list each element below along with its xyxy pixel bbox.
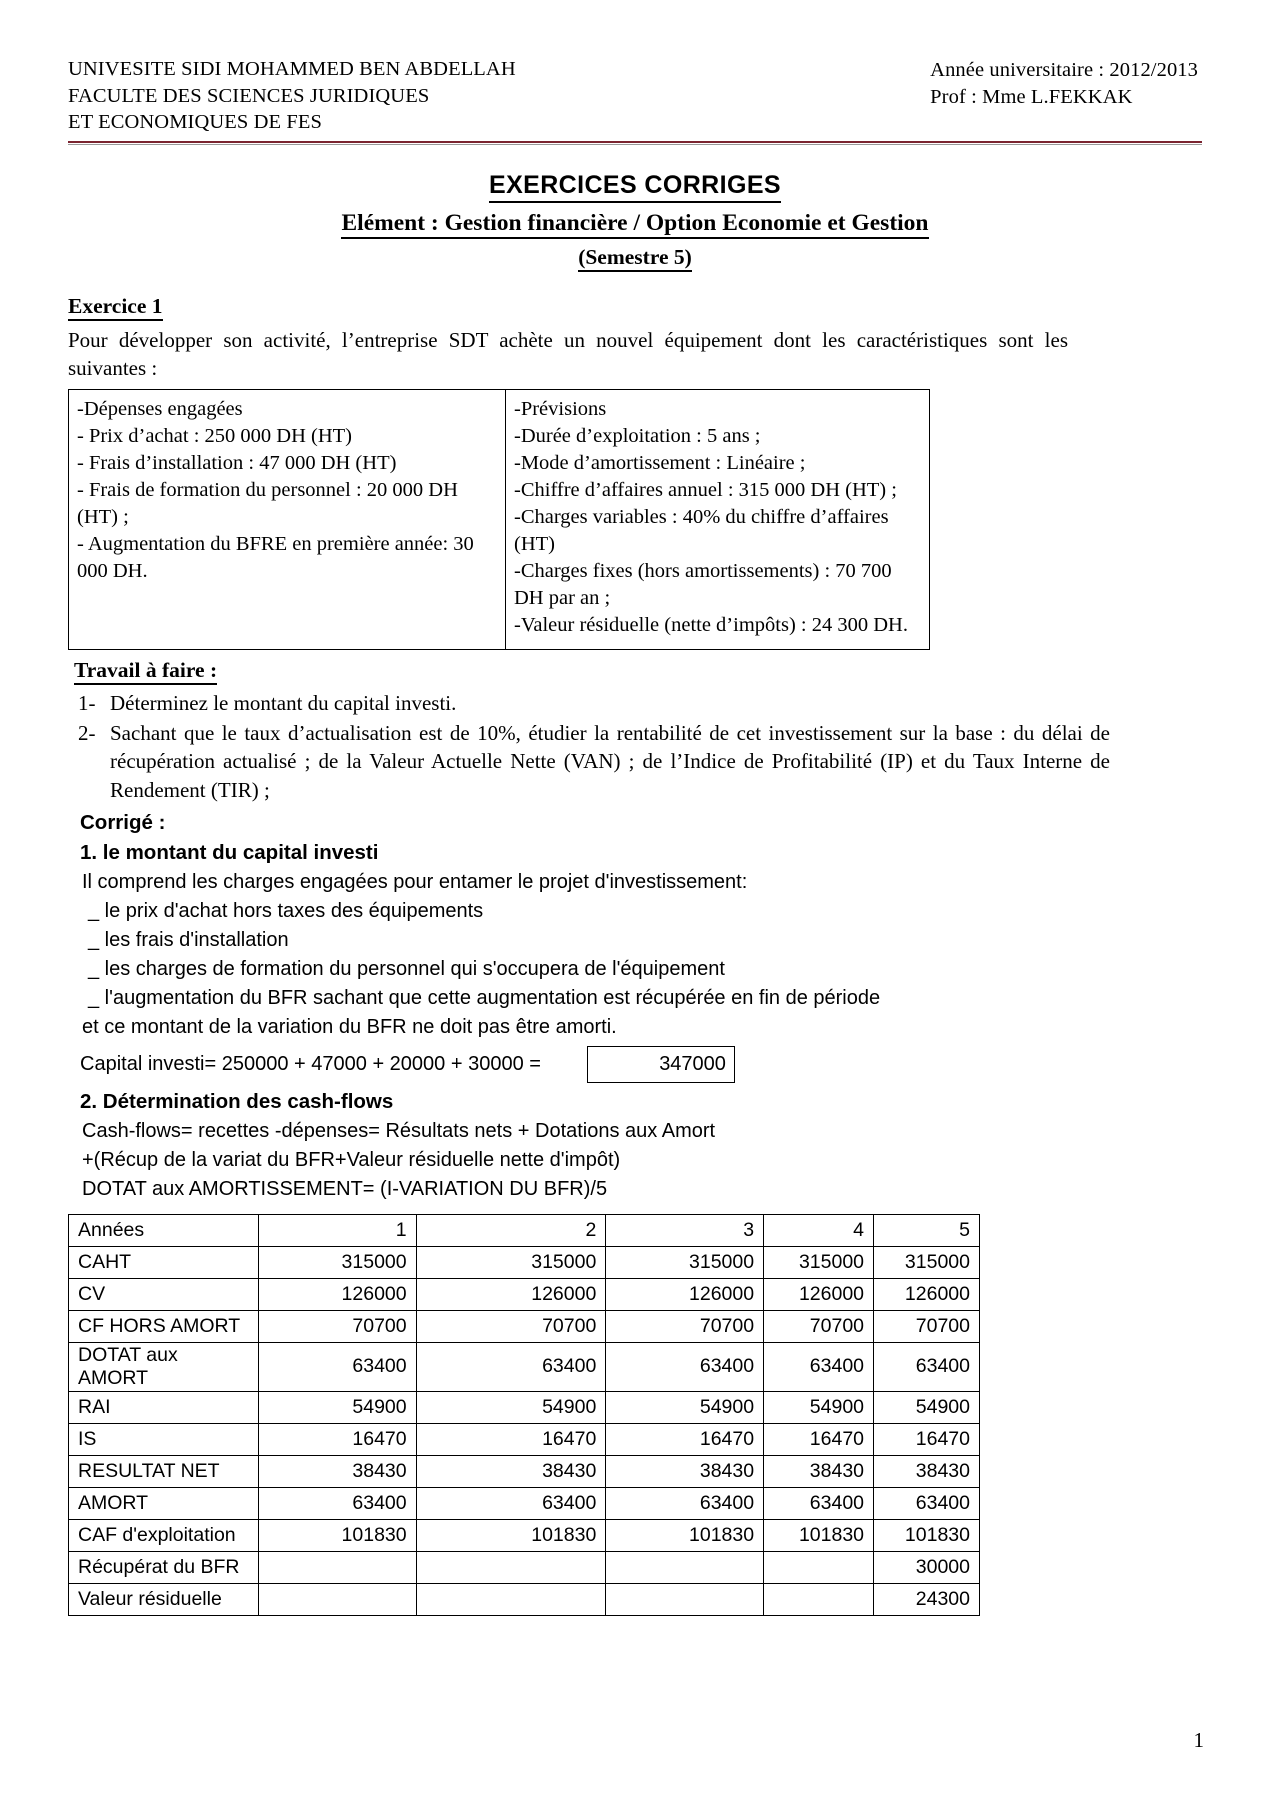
page-number: 1 (1193, 1728, 1204, 1752)
forecast-line: -Valeur résiduelle (nette d’impôts) : 24 300 DH. (514, 614, 908, 637)
corrige-bullet: _ les frais d'installation (88, 928, 289, 951)
corrige-heading: Corrigé : (80, 811, 166, 835)
row-value: 30000 (874, 1551, 980, 1583)
title-block (68, 171, 1202, 272)
row-value: 16470 (258, 1423, 416, 1455)
header-divider (68, 141, 1202, 145)
row-label: RAI (69, 1391, 259, 1423)
task-list (68, 689, 1202, 804)
table-row (69, 1310, 980, 1342)
row-label: RESULTAT NET (69, 1455, 259, 1487)
row-value: 54900 (874, 1391, 980, 1423)
row-value: 63400 (416, 1342, 606, 1391)
corrige-bullet: _ le prix d'achat hors taxes des équipements (88, 899, 484, 922)
row-value: 70700 (606, 1310, 764, 1342)
cash-flow-table (68, 1214, 980, 1616)
capital-invested-label: Capital investi= 250000 + 47000 + 20000 + 30000 = (80, 1052, 541, 1075)
row-value: 70700 (416, 1310, 606, 1342)
row-value: 70700 (258, 1310, 416, 1342)
task-text: Sachant que le taux d’actualisation est de 10%, étudier la rentabilité de cet investissement sur la base : du délai de récupération actualisé ; de la Valeur Actuelle Nette (VAN) ; de l’Indice de Profitabilité (IP) et du Taux Interne de Rendement (TIR) ; (110, 720, 1110, 802)
row-value: 38430 (874, 1455, 980, 1487)
row-value: 101830 (764, 1519, 874, 1551)
table-row (69, 1487, 980, 1519)
row-value: 126000 (874, 1278, 980, 1310)
row-label: DOTAT aux AMORT (69, 1342, 259, 1391)
row-value (416, 1551, 606, 1583)
forecast-line: -Charges fixes (hors amortissements) : 70 700 DH par an ; (514, 560, 892, 610)
row-label: CAF d'exploitation (69, 1519, 259, 1551)
task-item (68, 689, 1202, 718)
subject-title: Elément : Gestion financière / Option Economie et Gestion (341, 210, 928, 239)
row-value: 63400 (258, 1342, 416, 1391)
row-value: 63400 (764, 1487, 874, 1519)
table-row (69, 1246, 980, 1278)
row-value (258, 1583, 416, 1615)
row-value: 38430 (258, 1455, 416, 1487)
table-header-cell: 4 (764, 1214, 874, 1246)
task-text: Déterminez le montant du capital investi. (110, 691, 457, 716)
data-box-forecast-column (506, 390, 929, 649)
table-header-cell: 1 (258, 1214, 416, 1246)
row-value (606, 1551, 764, 1583)
row-value: 315000 (874, 1246, 980, 1278)
table-header-cell: 2 (416, 1214, 606, 1246)
corrige-note: et ce montant de la variation du BFR ne doit pas être amorti. (82, 1015, 617, 1038)
row-label: AMORT (69, 1487, 259, 1519)
forecast-line: -Durée d’exploitation : 5 ans ; (514, 424, 761, 447)
forecast-line: -Prévisions (514, 397, 607, 420)
cashflow-formula-line-1: Cash-flows= recettes -dépenses= Résultats nets + Dotations aux Amort (82, 1119, 716, 1142)
semester-title: (Semestre 5) (578, 245, 692, 272)
table-row (69, 1551, 980, 1583)
expense-line: - Frais d’installation : 47 000 DH (HT) (77, 451, 397, 474)
row-value: 63400 (416, 1487, 606, 1519)
table-row (69, 1583, 980, 1615)
row-value: 63400 (606, 1342, 764, 1391)
row-value: 16470 (764, 1423, 874, 1455)
row-value: 16470 (416, 1423, 606, 1455)
row-value: 16470 (874, 1423, 980, 1455)
cashflow-formula-line-2: +(Récup de la variat du BFR+Valeur résiduelle nette d'impôt) (82, 1148, 621, 1171)
corrige-bullet: _ l'augmentation du BFR sachant que cette augmentation est récupérée en fin de période (88, 986, 881, 1009)
corrige-part2-title: 2. Détermination des cash-flows (80, 1089, 394, 1113)
professor-name: Prof : Mme L.FEKKAK (930, 85, 1133, 108)
row-value: 38430 (764, 1455, 874, 1487)
institution-block (68, 56, 516, 136)
row-value: 63400 (258, 1487, 416, 1519)
row-value (606, 1583, 764, 1615)
row-value: 126000 (416, 1278, 606, 1310)
row-label: IS (69, 1423, 259, 1455)
task-item (68, 719, 1202, 805)
row-value: 63400 (874, 1487, 980, 1519)
task-number: 1- (78, 691, 96, 716)
table-header-cell: 3 (606, 1214, 764, 1246)
table-header-cell: Années (69, 1214, 259, 1246)
forecast-line: -Mode d’amortissement : Linéaire ; (514, 451, 806, 474)
row-label: CF HORS AMORT (69, 1310, 259, 1342)
row-value (764, 1583, 874, 1615)
exercise-heading: Exercice 1 (68, 294, 163, 321)
row-value: 126000 (764, 1278, 874, 1310)
row-value (258, 1551, 416, 1583)
row-value: 24300 (874, 1583, 980, 1615)
table-row (69, 1455, 980, 1487)
institution-line-3: ET ECONOMIQUES DE FES (68, 111, 322, 134)
capital-invested-value: 347000 (587, 1046, 735, 1083)
row-value: 54900 (764, 1391, 874, 1423)
forecast-line: -Chiffre d’affaires annuel : 315 000 DH (HT) ; (514, 478, 897, 501)
row-label: Valeur résiduelle (69, 1583, 259, 1615)
row-value: 101830 (258, 1519, 416, 1551)
row-value: 315000 (258, 1246, 416, 1278)
expense-line: - Frais de formation du personnel : 20 000 DH (HT) ; (77, 478, 458, 528)
row-value (416, 1583, 606, 1615)
data-box-expenses-column (69, 390, 506, 649)
expense-line: - Prix d’achat : 250 000 DH (HT) (77, 424, 352, 447)
page-header (68, 56, 1202, 136)
row-value: 54900 (606, 1391, 764, 1423)
row-value: 126000 (258, 1278, 416, 1310)
table-header-cell: 5 (874, 1214, 980, 1246)
expense-line: - Augmentation du BFRE en première année: 30 000 DH. (77, 533, 474, 583)
row-value: 126000 (606, 1278, 764, 1310)
row-value: 101830 (606, 1519, 764, 1551)
table-row (69, 1391, 980, 1423)
table-row (69, 1423, 980, 1455)
row-label: CAHT (69, 1246, 259, 1278)
row-value: 54900 (416, 1391, 606, 1423)
page-title: EXERCICES CORRIGES (489, 171, 781, 203)
amortization-formula-line: DOTAT aux AMORTISSEMENT= (I-VARIATION DU BFR)/5 (82, 1177, 608, 1200)
expense-line: -Dépenses engagées (77, 397, 243, 420)
row-value: 38430 (606, 1455, 764, 1487)
task-number: 2- (78, 720, 96, 745)
forecast-line: -Charges variables : 40% du chiffre d’affaires (HT) (514, 505, 889, 555)
row-value: 70700 (764, 1310, 874, 1342)
row-value (764, 1551, 874, 1583)
row-value: 315000 (416, 1246, 606, 1278)
capital-invested-line (80, 1046, 1202, 1083)
data-box (68, 389, 930, 650)
row-value: 315000 (606, 1246, 764, 1278)
row-value: 16470 (606, 1423, 764, 1455)
row-value: 63400 (764, 1342, 874, 1391)
row-value: 63400 (874, 1342, 980, 1391)
travail-heading: Travail à faire : (74, 658, 217, 685)
institution-line-1: UNIVESITE SIDI MOHAMMED BEN ABDELLAH (68, 58, 516, 80)
corrige-bullet: _ les charges de formation du personnel qui s'occupera de l'équipement (88, 957, 725, 980)
corrige-section (68, 808, 1202, 1203)
table-header-row (69, 1214, 980, 1246)
exercise-intro: Pour développer son activité, l’entreprise SDT achète un nouvel équipement dont les caractéristiques sont les suivantes : (68, 327, 1068, 380)
table-row (69, 1519, 980, 1551)
corrige-part1-title: 1. le montant du capital investi (80, 841, 379, 865)
row-label: Récupérat du BFR (69, 1551, 259, 1583)
row-value: 38430 (416, 1455, 606, 1487)
row-value: 63400 (606, 1487, 764, 1519)
row-value: 101830 (416, 1519, 606, 1551)
row-value: 315000 (764, 1246, 874, 1278)
corrige-part1-intro: Il comprend les charges engagées pour entamer le projet d'investissement: (82, 870, 748, 893)
course-meta-block (930, 56, 1202, 110)
row-value: 70700 (874, 1310, 980, 1342)
institution-line-2: FACULTE DES SCIENCES JURIDIQUES (68, 84, 430, 107)
row-value: 101830 (874, 1519, 980, 1551)
academic-year: Année universitaire : 2012/2013 (930, 59, 1198, 81)
row-value: 54900 (258, 1391, 416, 1423)
row-label: CV (69, 1278, 259, 1310)
table-row (69, 1278, 980, 1310)
table-row (69, 1342, 980, 1391)
